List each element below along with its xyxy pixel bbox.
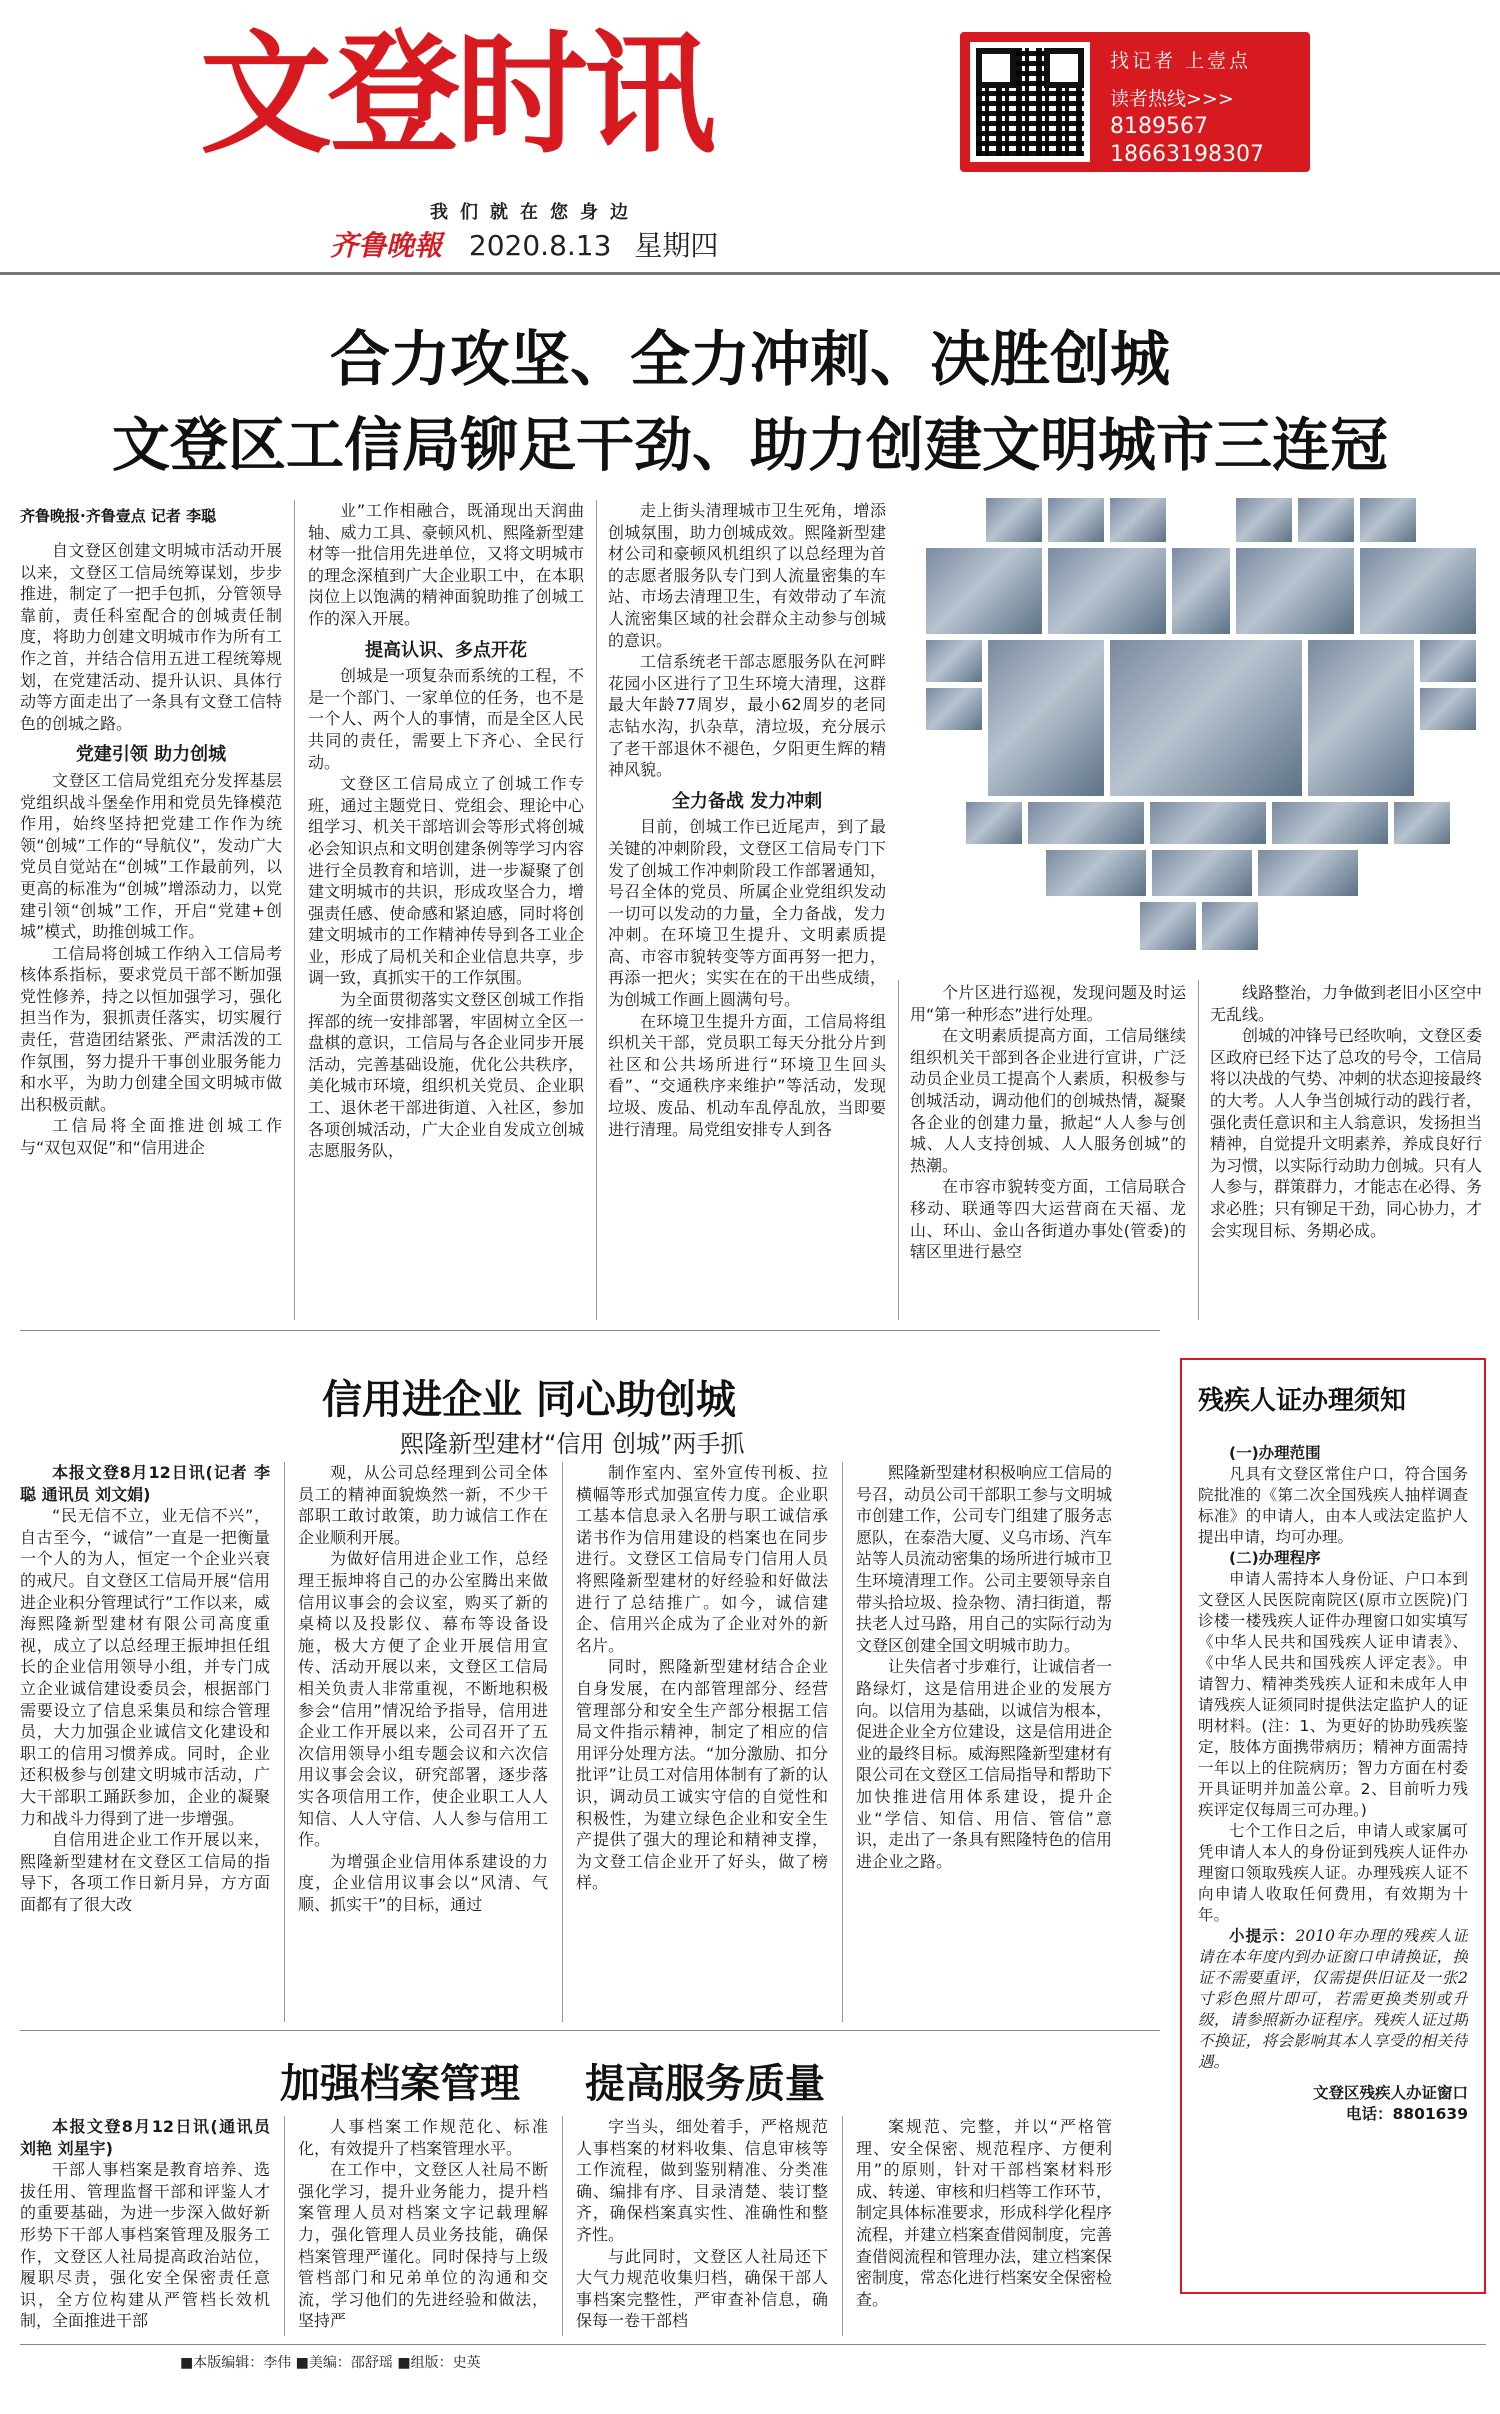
photo	[1418, 686, 1478, 732]
archives-byline: 本报文登8月12日讯(通讯员 刘艳 刘星宇)	[20, 2117, 270, 2158]
notice-heading: (一)办理范围	[1229, 1444, 1321, 1462]
hotline-number-2: 18663198307	[1110, 142, 1264, 167]
photo	[1044, 848, 1148, 898]
paragraph: 在环境卫生提升方面，工信局将组织机关干部，党员职工每天分批分片到社区和公共场所进行“环境卫生回头看”、“交通秩序来维护”等活动，发现垃圾、废品、机动车乱停乱放，当即要进行清理。局党组安排专人到各	[608, 1011, 886, 1139]
photo	[984, 496, 1044, 544]
photo	[1296, 496, 1356, 544]
archives-column-1	[20, 2116, 270, 2336]
paragraph: 干部人事档案是教育培养、选拔任用、管理监督干部和评鉴人才的重要基础，为进一步深入做好新形势下干部人事档案管理及服务工作，文登区人社局提高政治站位，履职尽责，强化安全保密责任意识，全方位构建从严管档长效机制，全面推进干部	[20, 2160, 270, 2331]
paragraph: 与此同时，文登区人社局还下大气力规范收集归档，确保干部人事档案完整性，严审查补信息，确保每一卷干部档	[576, 2246, 828, 2331]
section-heading: 党建引领 助力创城	[75, 744, 227, 766]
notice-phone: 电话：8801639	[1346, 2105, 1468, 2123]
hotline-label: 找记者 上壹点	[1110, 50, 1252, 72]
photo	[1234, 496, 1294, 544]
paragraph: 工信局将全面推进创城工作与“双包双促”和“信用进企	[20, 1116, 282, 1158]
photo	[1026, 800, 1146, 846]
paragraph: 业”工作相融合，既涌现出天润曲轴、威力工具、豪顿风机、熙隆新型建材等一批信用先进单位，又将文明城市的理念深植到广大企业职工中，在本职岗位上以饱满的精神面貌助推了创城工作的深入开展。	[308, 501, 584, 628]
archives-column-2	[298, 2116, 548, 2336]
section-rule	[20, 2030, 1160, 2031]
credit-subtitle: 熙隆新型建材“信用 创城”两手抓	[400, 1430, 745, 1458]
paragraph: 为做好信用进企业工作，总经理王振坤将自己的办公室腾出来做信用议事会的会议室，购买了新的桌椅以及投影仪、幕布等设备设施，极大方便了企业开展信用宣传、活动开展以来，文登区工信局相关负责人非常重视，不断地积极参会“信用”情况给予指导，信用进企业工作开展以来，公司召开了五次信用领导小组专题会议和六次信用议事会会议，研究部署，逐步落实各项信用工作，使企业职工人人知信、人人守信、人人参与信用工作。	[298, 1549, 548, 1850]
lead-column-5	[1210, 982, 1482, 1320]
credit-column-2	[298, 1462, 548, 2022]
photo	[924, 638, 984, 684]
photo	[986, 638, 1106, 798]
paragraph: 制作室内、室外宣传刊板、拉横幅等形式加强宣传力度。企业职工基本信息录入名册与职工诚信承诺书作为信用建设的档案也在同步进行。文登区工信局专门信用人员将熙隆新型建材的好经验和好做法进行了总结推广。如今，诚信建企、信用兴企成为了企业对外的新名片。	[576, 1463, 828, 1655]
photo-collage	[924, 496, 1479, 966]
section-heading: 提高认识、多点开花	[365, 639, 527, 661]
photo	[1392, 800, 1452, 846]
issue-date: 2020.8.13	[468, 229, 612, 262]
paragraph: 案规范、完整，并以“严格管理、安全保密、规范程序、方便利用”的原则，针对干部档案材料形成、转递、审核和归档等工作环节，制定具体标准要求，形成科学化程序流程，并建立档案查借阅制度，完善查借阅流程和管理办法，建立档案保密制度，常态化进行档案安全保密检查。	[856, 2117, 1112, 2309]
archives-title-2: 提高服务质量	[585, 2061, 825, 2107]
column-divider	[842, 1462, 843, 2022]
column-divider	[562, 1462, 563, 2022]
tip-text: 2010年办理的残疾人证请在本年度内到办证窗口申请换证，换证不需要重评，仅需提供旧证及一张2寸彩色照片即可，若需更换类别或升级，请参照新办证程序。残疾人证过期不换证，将会影响其本人享受的相关待遇。	[1198, 1927, 1468, 2071]
paragraph: 线路整治，力争做到老旧小区空中无乱线。	[1210, 983, 1482, 1024]
lead-column-1	[20, 540, 282, 1320]
lead-column-3	[608, 500, 886, 1320]
lead-column-2	[308, 500, 584, 1320]
notice-sign: 文登区残疾人办证窗口	[1312, 2084, 1468, 2102]
photo	[1046, 496, 1106, 544]
section-heading: 全力备战 发力冲刺	[671, 790, 823, 812]
column-divider	[284, 2116, 285, 2336]
photo	[1358, 546, 1478, 636]
paragraph: 在文明素质提高方面，工信局继续组织机关干部到各企业进行宣讲，广泛动员企业员工提高个人素质，积极参与创城活动，调动他们的创城热情，凝聚各企业的创建力量，掀起“人人参与创城、人人支持创城、人人服务创城”的热潮。	[910, 1026, 1186, 1175]
credit-column-3	[576, 1462, 828, 2022]
notice-title: 残疾人证办理须知	[1198, 1386, 1407, 1416]
photo	[1418, 638, 1478, 684]
headline-line-2: 文登区工信局铆足干劲、助力创建文明城市三连冠	[111, 411, 1388, 479]
footer-rule	[20, 2344, 1486, 2345]
column-divider	[284, 1462, 285, 2022]
paragraph: 自信用进企业工作开展以来，熙隆新型建材在文登区工信局的指导下，各项工作日新月异，方方面面都有了很大改	[20, 1830, 270, 1914]
hotline-number-1: 8189567	[1110, 114, 1208, 139]
section-rule	[20, 1330, 1160, 1331]
archives-column-3	[576, 2116, 828, 2336]
hotline-sub: 读者热线>>>	[1110, 88, 1234, 110]
photo	[1270, 800, 1390, 846]
notice-body	[1198, 1443, 1468, 2293]
paragraph: 在工作中，文登区人社局不断强化学习，提升业务能力，提升档案管理人员对档案文字记载理解力，强化管理人员业务技能，确保档案管理严谨化。同时保持与上级管档部门和兄弟单位的沟通和交流，学习他们的先进经验和做法，坚持严	[298, 2160, 548, 2331]
photo	[1150, 848, 1254, 898]
credit-title: 信用进企业 同心助创城	[322, 1377, 736, 1423]
masthead-title: 文登时讯	[200, 17, 712, 172]
paragraph: 观，从公司总经理到公司全体员工的精神面貌焕然一新，不少干部职工敢讨敢策，助力诚信工作在企业顺利开展。	[298, 1463, 548, 1547]
photo	[964, 800, 1024, 846]
photo	[1138, 900, 1198, 952]
paragraph: 七个工作日之后，申请人或家属可凭申请人本人的身份证到残疾人证件办理窗口领取残疾人证。办理残疾人证不向申请人收取任何费用，有效期为十年。	[1198, 1822, 1468, 1924]
credit-column-1	[20, 1462, 270, 2022]
paragraph: 为全面贯彻落实文登区创城工作指挥部的统一安排部署，牢固树立全区一盘棋的意识，工信局与各企业同步开展活动，完善基础设施，优化公共秩序，美化城市环境，组织机关党员、企业职工、退休老干部进街道、入社区，参加各项创城活动，广大企业自发成立创城志愿服务队，	[308, 990, 584, 1161]
paragraph: 为增强企业信用体系建设的力度，企业信用议事会以“风清、气顺、抓实干”的目标，通过	[298, 1851, 548, 1914]
paragraph: 字当头，细处着手，严格规范人事档案的材料收集、信息审核等工作流程，做到鉴别精准、分类准确、编排有序、目录清楚、装订整齐，确保档案真实性、准确性和整齐性。	[576, 2117, 828, 2244]
archives-title: 加强档案管理	[280, 2061, 520, 2107]
paragraph: 让失信者寸步难行，让诚信者一路绿灯，这是信用进企业的发展方向。以信用为基础，以诚信为根本，促进企业全方位建设，这是信用进企业的最终目标。威海熙隆新型建材有限公司在文登区工信局指导和帮助下加快推进信用体系建设，提升企业“学信、知信、用信、管信”意识，走出了一条具有熙隆特色的信用进企业之路。	[856, 1657, 1112, 1871]
paragraph: 凡具有文登区常住户口，符合国务院批准的《第二次全国残疾人抽样调查标准》的申请人，由本人或法定监护人提出申请，均可办理。	[1198, 1465, 1468, 1546]
paragraph: 目前，创城工作已近尾声，到了最关键的冲刺阶段，文登区工信局专门下发了创城工作冲刺阶段工作部署通知，号召全体的党员、所属企业党组织发动一切可以发动的力量，全力备战，发力冲刺。在环境卫生提升、文明素质提高、市容市貌转变等方面再努一把力，再添一把火；实实在在的干出些成绩，为创城工作画上圆满句号。	[608, 817, 886, 1010]
paragraph: 在市容市貌转变方面，工信局联合移动、联通等四大运营商在天福、龙山、环山、金山各街道办事处(管委)的辖区里进行悬空	[910, 1177, 1186, 1262]
footer-credits: ■本版编辑：李伟 ■美编：邵舒瑶 ■组版：史英	[180, 2355, 481, 2371]
tip-label: 小提示：	[1229, 1927, 1296, 1945]
paragraph: 申请人需持本人身份证、户口本到文登区人民医院南院区(原市立医院)门诊楼一楼残疾人证件办理窗口如实填写《中华人民共和国残疾人证申请表》、《中华人民共和国残疾人评定表》。申请智力、精神类残疾人证和未成年人申请残疾人证须同时提供法定监护人的证明材料。(注：1、为更好的协助残疾鉴定，肢体方面携带病历；精神方面需持一年以上的住院病历；智力方面在村委开具证明并加盖公章。2、目前听力残疾评定仅每周三可办理。)	[1198, 1570, 1468, 1819]
paragraph: 人事档案工作规范化、标准化，有效提升了档案管理水平。	[298, 2117, 548, 2158]
photo	[1108, 638, 1304, 798]
paragraph: 工信系统老干部志愿服务队在河畔花园小区进行了卫生环境大清理，这群最大年龄77周岁，最小62周岁的老同志钻水沟，扒杂草，清垃圾，充分展示了老干部退休不褪色，夕阳更生辉的精神风貌。	[608, 652, 886, 780]
photo	[1306, 638, 1416, 798]
paragraph: 同时，熙隆新型建材结合企业自身发展，在内部管理部分、经营管理部分和安全生产部分根据工信局文件指示精神，制定了相应的信用评分处理方法。“加分激励、扣分批评”让员工对信用体制有了新的认识，调动员工诚实守信的自觉性和积极性，为建立绿色企业和安全生产提供了强大的理论和精神支撑，为文登工信企业开了好头，做了榜样。	[576, 1657, 828, 1893]
paragraph: 熙隆新型建材积极响应工信局的号召，动员公司干部职工参与文明城市创建工作，公司专门组建了服务志愿队，在泰浩大厦、义乌市场、汽车站等人员流动密集的场所进行城市卫生环境清理工作。公司主要领导亲自带头拾垃圾、捡杂物、清扫街道，帮扶老人过马路，用自己的实际行动为文登区创建全国文明城市助力。	[856, 1463, 1112, 1655]
photo	[1148, 800, 1268, 846]
paragraph: 工信局将创城工作纳入工信局考核体系指标，要求党员干部不断加强党性修养，持之以恒加强学习，强化担当作为，狠抓责任落实，切实履行责任，营造团结紧张、严肃活泼的工作氛围，努力提升干事创业服务能力和水平，为助力创建全国文明城市做出积极贡献。	[20, 943, 282, 1114]
paragraph: 创城的冲锋号已经吹响，文登区委区政府已经下达了总攻的号令，工信局将以决战的气势、冲刺的状态迎接最终的大考。人人争当创城行动的践行者，强化责任意识和主人翁意识，发扬担当精神，自觉提升文明素养，养成良好行为习惯，以实际行动助力创城。只有人人参与，群策群力，才能志在必得、务求必胜；只有铆足干劲，同心协力，才会实现目标、务期必成。	[1210, 1026, 1482, 1240]
column-divider	[1198, 980, 1199, 1320]
paragraph: 创城是一项复杂而系统的工程，不是一个部门、一家单位的任务，也不是一个人、两个人的事情，而是全区人民共同的责任，需要上下齐心、全民行动。	[308, 666, 584, 772]
brand-logo: 齐鲁晚報	[330, 229, 443, 262]
headline-line-1: 合力攻坚、全力冲刺、决胜创城	[330, 325, 1170, 395]
photo	[1046, 546, 1168, 636]
hotline-box	[960, 32, 1310, 172]
paragraph: 自文登区创建文明城市活动开展以来，文登区工信局统筹谋划，步步推进，制定了一把手包抓，分管领导靠前，责任科室配合的创城责任制度，将助力创建文明城市作为所有工作之首，并结合信用五进工程统筹规划，在党建活动、提升认识、具体行动等方面走出了一条具有文登工信特色的创城之路。	[20, 541, 282, 733]
archives-column-4	[856, 2116, 1112, 2336]
photo	[1358, 496, 1418, 544]
credit-column-4	[856, 1462, 1112, 2022]
column-divider	[842, 2116, 843, 2336]
photo	[924, 546, 1044, 636]
credit-byline: 本报文登8月12日讯(记者 李聪 通讯员 刘文娟)	[20, 1463, 270, 1504]
photo	[1200, 900, 1260, 952]
photo	[1170, 546, 1232, 636]
column-divider	[562, 2116, 563, 2336]
column-divider	[294, 500, 295, 1320]
column-divider	[596, 500, 597, 1320]
header-rule	[0, 272, 1500, 275]
paragraph: 走上街头清理城市卫生死角，增添创城氛围，助力创城成效。熙隆新型建材公司和豪顿风机组织了以总经理为首的志愿者服务队专门到人流量密集的车站、市场去清理卫生，有效带动了车流人流密集区域的社会群众主动参与创城的意识。	[608, 501, 886, 650]
notice-heading: (二)办理程序	[1229, 1549, 1321, 1567]
qr-code-icon[interactable]	[970, 42, 1090, 162]
issue-weekday: 星期四	[634, 229, 719, 262]
masthead-dateline	[330, 224, 718, 264]
photo	[924, 686, 984, 732]
notice-box	[1180, 1358, 1486, 2294]
paragraph: “民无信不立，业无信不兴”，自古至今，“诚信”一直是一把衡量一个人的为人，恒定一个企业兴衰的戒尺。自文登区工信局开展“信用进企业积分管理试行”工作以来，威海熙隆新型建材有限公司高度重视，成立了以总经理王振坤担任组长的企业信用领导小组，并专门成立企业诚信建设委员会，根据部门需要设立了信息采集员和综合管理员，大力加强企业诚信文化建设和职工的信用习惯养成。同时，企业还积极参与创建文明城市活动，广大干部职工踊跃参加，企业的凝聚力和战斗力得到了进一步增强。	[20, 1506, 270, 1828]
photo	[1256, 848, 1360, 898]
paragraph: 文登区工信局成立了创城工作专班，通过主题党日、党组会、理论中心组学习、机关干部培训会等形式将创城必会知识点和文明创建条例等学习内容进行全员教育和培训，进一步凝聚了创建文明城市的共识，形成攻坚合力，增强责任感、使命感和紧迫感，同时将创建文明城市的工作精神传导到各工业企业，形成了局机关和企业信息共享，步调一致，真抓实干的工作氛围。	[308, 774, 584, 988]
lead-byline: 齐鲁晚报·齐鲁壹点 记者 李聪	[20, 507, 217, 525]
photo	[1108, 496, 1168, 544]
lead-column-4	[910, 982, 1186, 1320]
paragraph: 文登区工信局党组充分发挥基层党组织战斗堡垒作用和党员先锋模范作用，始终坚持把党建工作作为统领“创城”工作的“导航仪”，发动广大党员自觉站在“创城”工作最前列，以更高的标准为“创城”增添动力，以党建引领“创城”工作，开启“党建+创城”模式，助推创城工作。	[20, 770, 282, 942]
paragraph: 个片区进行巡视，发现问题及时运用“第一种形态”进行处理。	[910, 983, 1186, 1024]
column-divider	[898, 980, 899, 1320]
notice-tip	[1198, 1926, 1468, 2073]
photo	[1234, 546, 1356, 636]
masthead-slogan: 我们就在您身边	[430, 202, 640, 223]
